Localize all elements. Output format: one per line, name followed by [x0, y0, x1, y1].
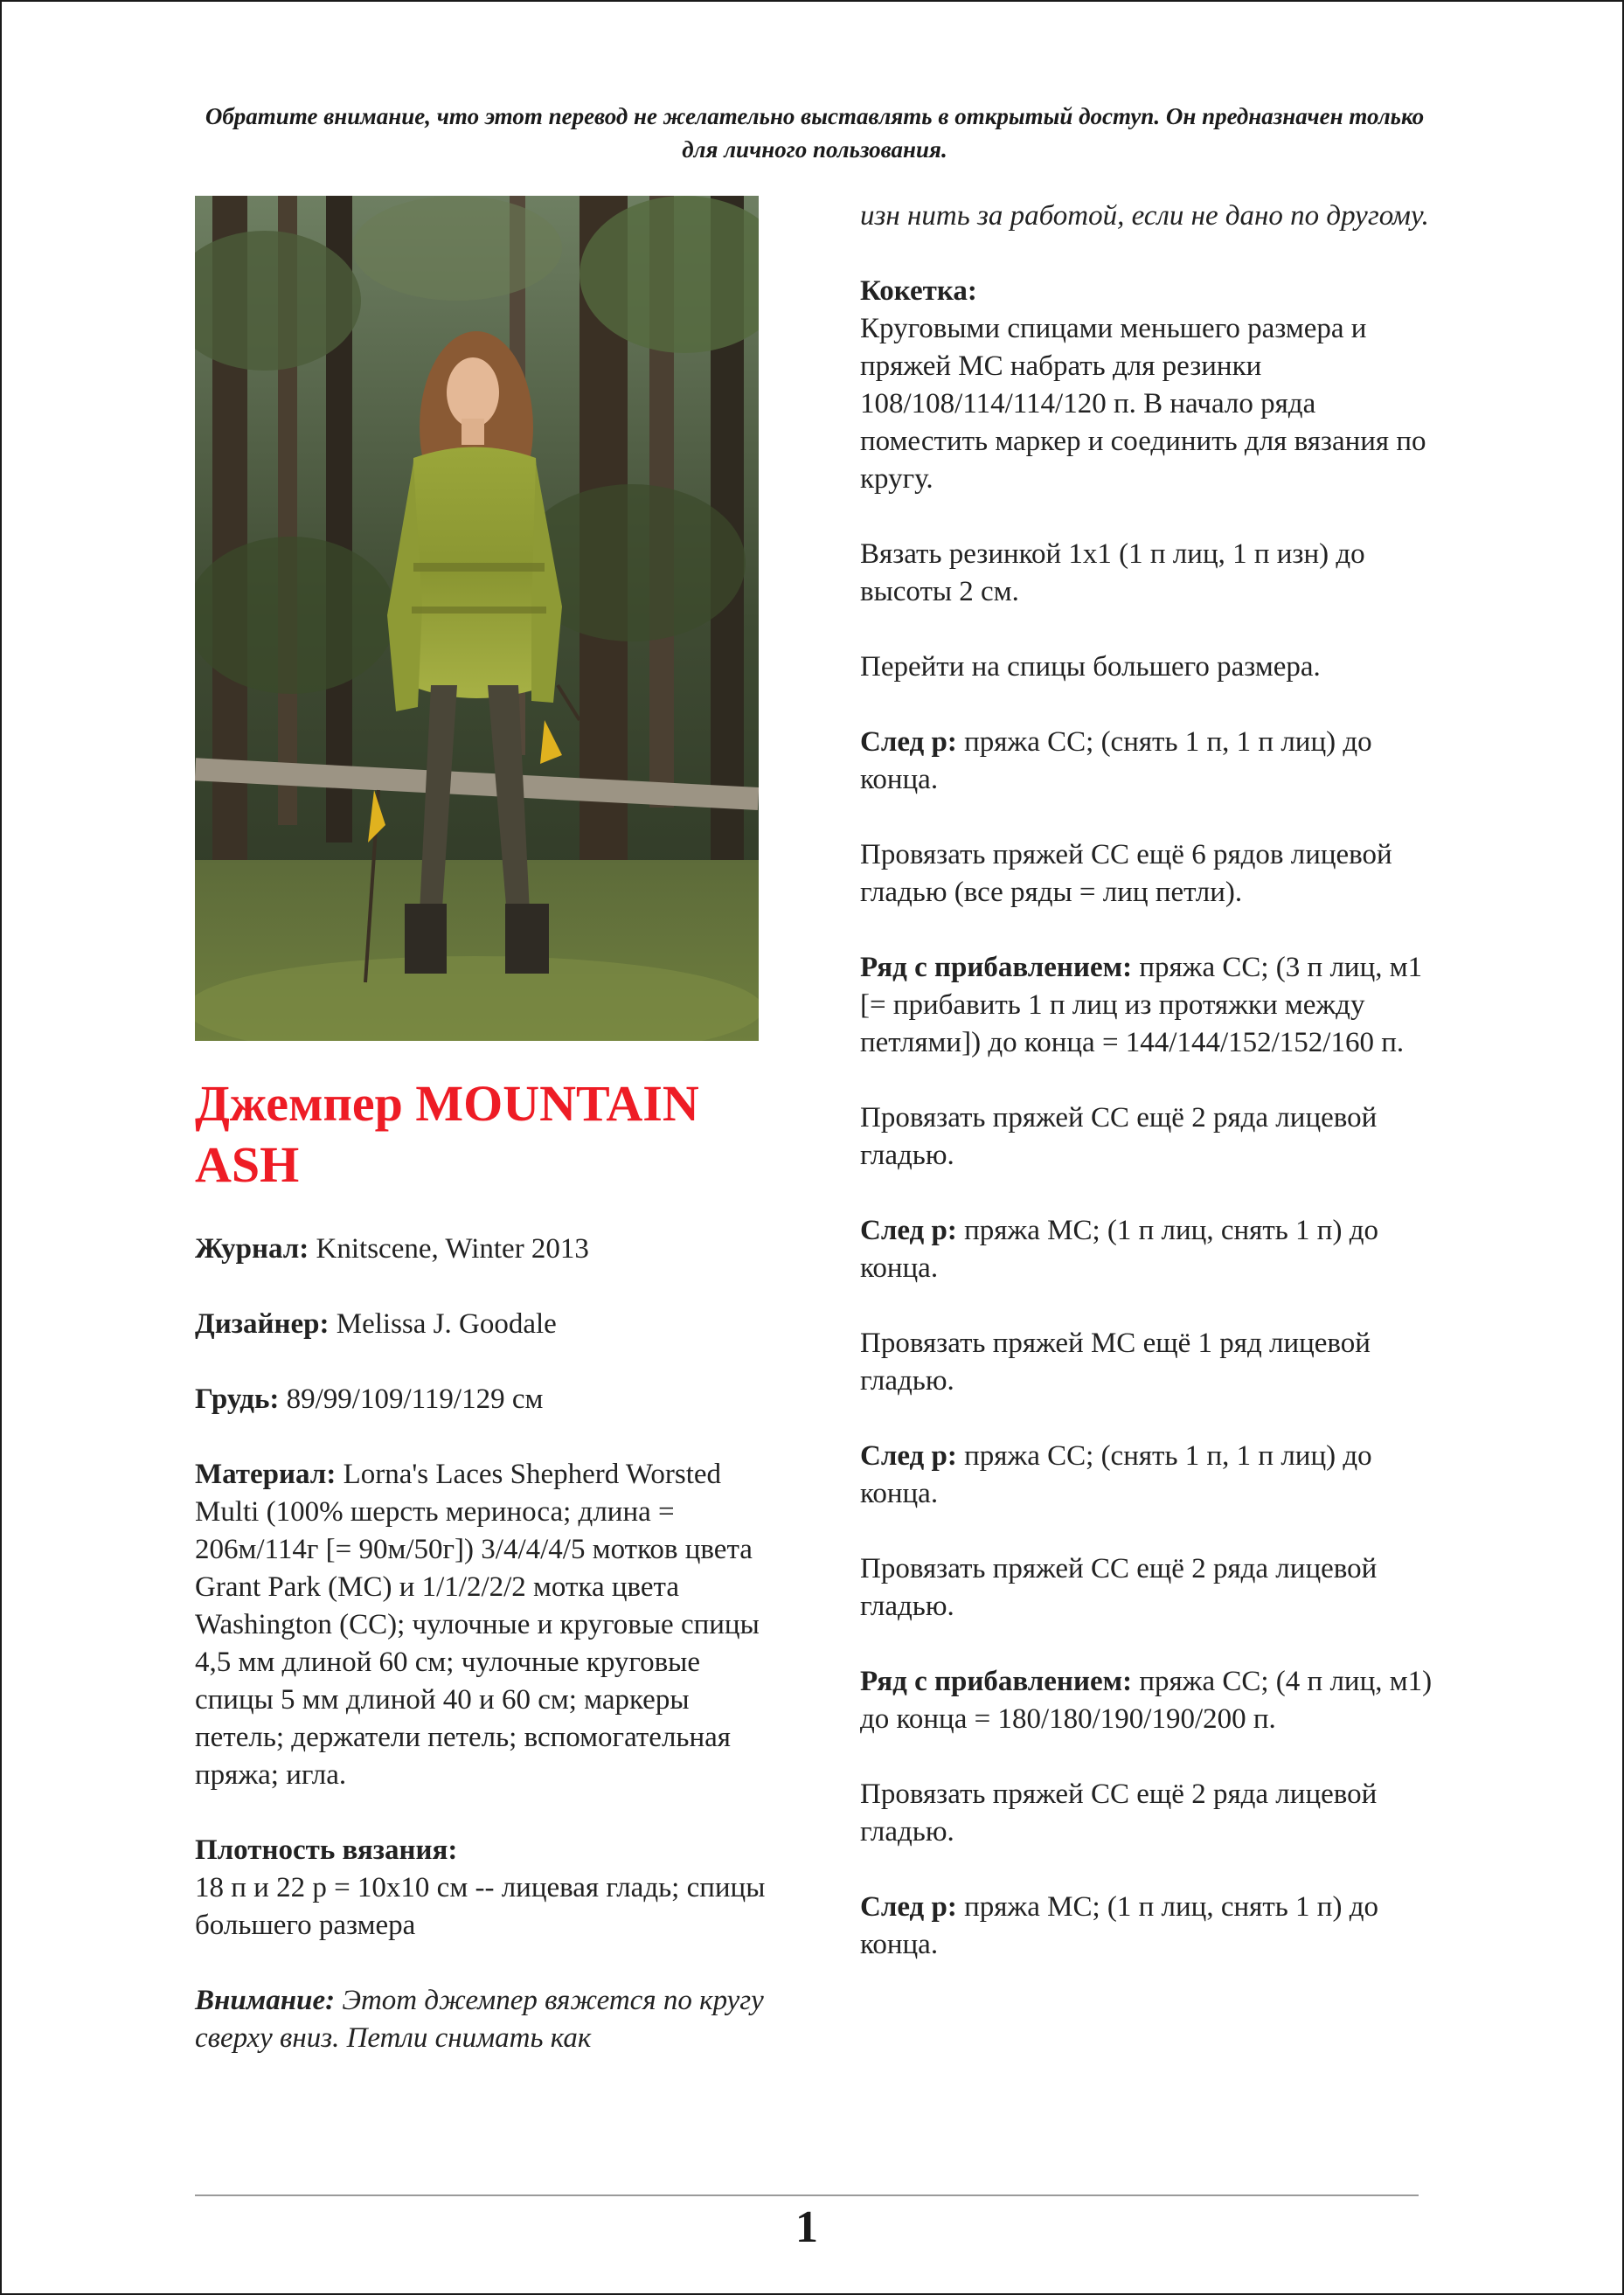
- next-row-3: [860, 1438, 1437, 1513]
- next-row-2: [860, 1212, 1437, 1287]
- yoke-heading: Кокетка:: [860, 275, 977, 307]
- cc-two-rows-text-a: Провязать пряжей CC ещё 2 ряда лицевой гладью.: [860, 1102, 1378, 1171]
- increase-row-1-text: пряжа CC; (3 п лиц, м1 [= прибавить 1 п лиц из протяжки между петлями]) до конца = 144/144/152/152/160 п.: [860, 952, 1423, 1058]
- next-row-label: След р:: [860, 1215, 957, 1246]
- attention-value: Этот джемпер вяжется по кругу сверху вниз. Петли снимать как: [195, 1985, 764, 2054]
- cc-six-rows-text: Провязать пряжей CC ещё 6 рядов лицевой гладью (все ряды = лиц петли).: [860, 839, 1392, 908]
- page-number: 1: [795, 2202, 818, 2252]
- material-line: [195, 1456, 772, 1794]
- material-value: Lorna's Laces Shepherd Worsted Multi (100% шерсть мериноса; длина = 206м/114г [= 90м/50г]) 3/4/4/4/5 мотков цвета Grant Park (МС) и 1/1/2/2/2 мотка цвета Washington (CC); чулочные и круговые спицы 4,5 мм длиной 60 см; чулочные круговые спицы 5 мм длиной 40 и 60 см; маркеры петель; держатели петель; вспомогательная пряжа; игла.: [195, 1459, 760, 1791]
- chest-value: 89/99/109/119/129 см: [286, 1383, 544, 1415]
- model-photo: [195, 196, 759, 1041]
- gauge-label: Плотность вязания:: [195, 1834, 458, 1866]
- increase-row-2-text: пряжа CC; (4 п лиц, м1) до конца = 180/180/190/190/200 п.: [860, 1666, 1433, 1735]
- next-row-3-text: пряжа CC; (снять 1 п, 1 п лиц) до конца.: [860, 1440, 1372, 1509]
- next-row-label: След р:: [860, 726, 957, 758]
- footer-divider: [195, 2194, 1419, 2196]
- pattern-title: Джемпер MOUNTAIN ASH: [195, 1075, 699, 1193]
- yoke-text: Круговыми спицами меньшего размера и пряжей МС набрать для резинки 108/108/114/114/120 п. В начало ряда поместить маркер и соединить для вязания по кругу.: [860, 313, 1426, 495]
- translation-notice: Обратите внимание, что этот перевод не желательно выставлять в открытый доступ. Он предназначен только для личного пользования.: [205, 103, 1425, 163]
- increase-row-label: Ряд с прибавлением:: [860, 952, 1133, 983]
- next-row-1-text: пряжа CC; (снять 1 п, 1 п лиц) до конца.: [860, 726, 1372, 795]
- increase-row-1: [860, 949, 1437, 1062]
- increase-row-2: [860, 1663, 1437, 1738]
- next-row-4-text: пряжа МС; (1 п лиц, снять 1 п) до конца.: [860, 1891, 1378, 1960]
- switch-needles-text: Перейти на спицы большего размера.: [860, 651, 1321, 683]
- next-row-2-text: пряжа МС; (1 п лиц, снять 1 п) до конца.: [860, 1215, 1378, 1284]
- magazine-line: [195, 1231, 772, 1268]
- magazine-value: Knitscene, Winter 2013: [316, 1233, 589, 1265]
- yoke-section: [860, 273, 1437, 498]
- gauge-value: 18 п и 22 р = 10х10 см -- лицевая гладь; спицы большего размера: [195, 1872, 766, 1941]
- right-column: [860, 198, 1437, 1964]
- increase-row-label: Ряд с прибавлением:: [860, 1666, 1133, 1697]
- chest-line: [195, 1381, 772, 1418]
- next-row-4: [860, 1889, 1437, 1964]
- continued-text: изн нить за работой, если не дано по другому.: [860, 200, 1429, 232]
- model-photo-image: [195, 196, 759, 1041]
- cc-two-rows-text-b: Провязать пряжей CC ещё 2 ряда лицевой гладью.: [860, 1553, 1378, 1622]
- gauge-line: [195, 1832, 772, 1945]
- rib-text: Вязать резинкой 1х1 (1 п лиц, 1 п изн) до высоты 2 см.: [860, 538, 1365, 607]
- attention-line: [195, 1982, 772, 2057]
- left-column: [195, 1073, 772, 2057]
- next-row-label: След р:: [860, 1440, 957, 1472]
- next-row-1: [860, 724, 1437, 799]
- next-row-label: След р:: [860, 1891, 957, 1923]
- mc-one-row-text: Провязать пряжей МС ещё 1 ряд лицевой гладью.: [860, 1328, 1371, 1397]
- designer-value: Melissa J. Goodale: [336, 1308, 557, 1340]
- chest-label: Грудь:: [195, 1383, 280, 1415]
- magazine-label: Журнал:: [195, 1233, 309, 1265]
- cc-two-rows-text-c: Провязать пряжей CC ещё 2 ряда лицевой гладью.: [860, 1778, 1378, 1848]
- attention-label: Внимание:: [195, 1985, 336, 2016]
- designer-label: Дизайнер:: [195, 1308, 330, 1340]
- designer-line: [195, 1306, 772, 1343]
- material-label: Материал:: [195, 1459, 337, 1490]
